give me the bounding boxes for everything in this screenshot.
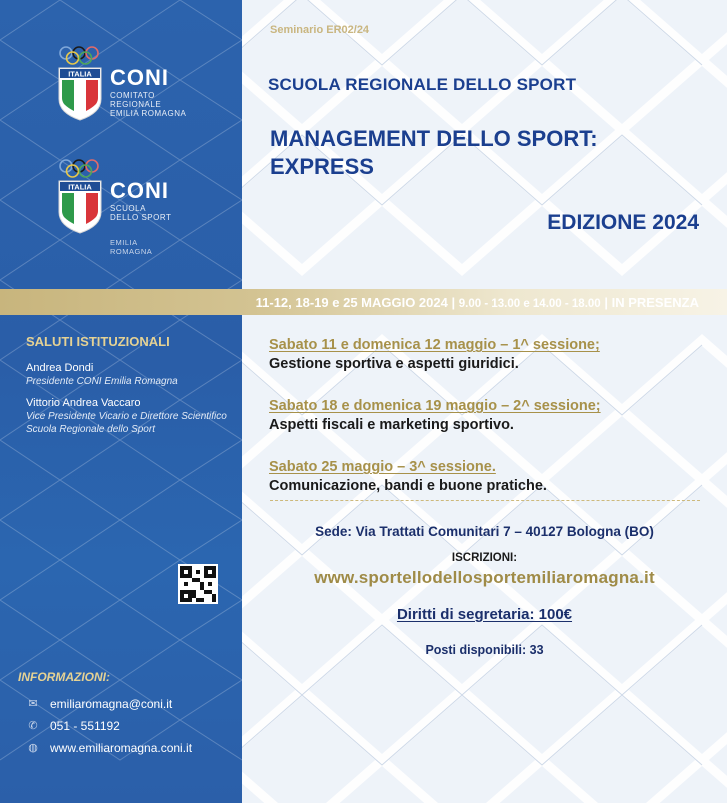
edition-label: EDIZIONE 2024	[547, 211, 699, 234]
info-phone-row[interactable]	[26, 718, 120, 734]
speaker-1	[26, 362, 178, 388]
saluti-title: SALUTI ISTITUZIONALI	[26, 334, 170, 349]
session-2	[269, 398, 601, 433]
session-heading: Sabato 25 maggio – 3^ sessione.	[269, 459, 496, 475]
globe-icon: ◍	[28, 742, 38, 754]
session-1	[269, 337, 600, 372]
italia-shield-icon	[58, 180, 102, 234]
course-dates: 11-12, 18-19 e 25 MAGGIO 2024	[255, 295, 448, 310]
speaker-2	[26, 397, 236, 436]
olympic-rings-icon	[58, 45, 108, 65]
speaker-name: Vittorio Andrea Vaccaro	[26, 397, 141, 409]
speaker-role: Presidente CONI Emilia Romagna	[26, 376, 178, 387]
band-separator: |	[604, 295, 608, 310]
qr-code-icon	[180, 566, 216, 602]
registration-link[interactable]: www.sportellodellosportemiliaromagna.it	[314, 568, 655, 587]
fee-label: Diritti di segretaria: 100€	[396, 606, 573, 623]
band-separator: |	[451, 295, 456, 310]
coni-wordmark: CONI	[110, 65, 169, 90]
qr-code[interactable]	[178, 564, 218, 604]
course-hours: 9.00 - 13.00 e 14.00 - 18.00	[458, 298, 601, 310]
info-phone[interactable]: 051 - 551192	[50, 719, 120, 733]
session-description: Comunicazione, bandi e buone pratiche.	[269, 478, 547, 494]
dashed-divider	[270, 500, 700, 501]
speaker-name: Andrea Dondi	[26, 362, 94, 374]
coni-school-subtitle: SCUOLA DELLO SPORT	[110, 204, 172, 222]
session-description: Gestione sportiva e aspetti giuridici.	[269, 356, 519, 372]
session-heading: Sabato 11 e domenica 12 maggio – 1^ sessione;	[269, 337, 600, 353]
registration-label: ISCRIZIONI:	[451, 552, 518, 564]
left-panel	[0, 0, 242, 803]
available-seats: Posti disponibili: 33	[425, 643, 544, 657]
session-description: Aspetti fiscali e marketing sportivo.	[269, 417, 514, 433]
phone-icon: ✆	[28, 720, 38, 732]
course-title-line: EXPRESS	[270, 154, 374, 179]
course-title	[270, 125, 690, 181]
session-heading: Sabato 18 e domenica 19 maggio – 2^ sessione;	[269, 398, 601, 414]
shield-country-text: ITALIA	[68, 69, 92, 79]
coni-wordmark: CONI	[110, 178, 169, 203]
coni-school-region: EMILIA ROMAGNA	[110, 238, 153, 256]
info-email-row[interactable]	[26, 696, 172, 712]
venue-address: Sede: Via Trattati Comunitari 7 – 40127 Bologna (BO)	[315, 524, 654, 539]
speaker-role: Vice Presidente Vicario e Direttore Scientifico Scuola Regionale dello Sport	[26, 411, 227, 435]
info-web[interactable]: www.emiliaromagna.coni.it	[50, 741, 193, 755]
seminar-code: Seminario ER02/24	[270, 24, 370, 36]
info-title: INFORMAZIONI:	[18, 670, 110, 684]
italia-shield-icon	[58, 67, 102, 121]
course-mode: IN PRESENZA	[611, 295, 699, 310]
envelope-icon: ✉	[28, 698, 38, 710]
info-web-row[interactable]	[26, 740, 192, 756]
school-title: SCUOLA REGIONALE DELLO SPORT	[268, 75, 577, 94]
session-3	[269, 459, 547, 494]
date-band	[0, 289, 727, 315]
olympic-rings-icon	[58, 158, 108, 178]
info-email[interactable]: emiliaromagna@coni.it	[50, 697, 173, 711]
date-band-text	[256, 295, 699, 310]
coni-regional-subtitle: COMITATO REGIONALE EMILIA ROMAGNA	[110, 91, 187, 118]
shield-country-text: ITALIA	[68, 182, 92, 192]
course-title-line: MANAGEMENT DELLO SPORT:	[270, 126, 598, 151]
